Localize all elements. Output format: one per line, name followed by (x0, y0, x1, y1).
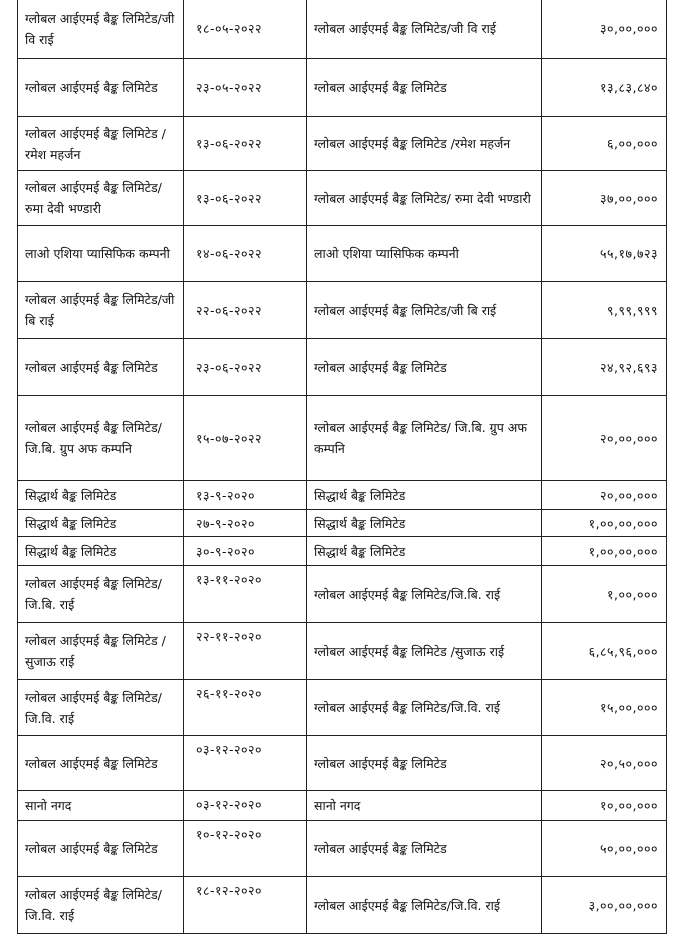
account-name-cell: ग्लोबल आईएमई बैङ्क लिमिटेड/जि.बि. राई (307, 566, 542, 623)
date-cell: ३०-९-२०२० (184, 537, 307, 566)
amount-cell: ५०,००,००० (542, 821, 667, 877)
amount-cell: १०,००,००० (542, 791, 667, 821)
party-name-cell: ग्लोबल आईएमई बैङ्क लिमिटेड/जि.बि. राई (18, 566, 184, 623)
table-row (18, 59, 667, 117)
date-cell: १८-०५-२०२२ (184, 0, 307, 59)
amount-cell: १,००,००,००० (542, 537, 667, 566)
account-name-cell: सिद्धार्थ बैङ्क लिमिटेड (307, 510, 542, 537)
party-name-cell: ग्लोबल आईएमई बैङ्क लिमिटेड (18, 59, 184, 117)
account-name-cell: ग्लोबल आईएमई बैङ्क लिमिटेड (307, 821, 542, 877)
amount-cell: ५५,१७,७२३ (542, 226, 667, 282)
amount-cell: ३०,००,००० (542, 0, 667, 59)
date-cell: १३-११-२०२० (184, 566, 307, 623)
account-name-cell: ग्लोबल आईएमई बैङ्क लिमिटेड /सुजाऊ राई (307, 623, 542, 680)
table-row (18, 736, 667, 791)
account-name-cell: ग्लोबल आईएमई बैङ्क लिमिटेड/जी वि राई (307, 0, 542, 59)
table-row (18, 396, 667, 481)
amount-cell: १,००,००,००० (542, 510, 667, 537)
table-row (18, 339, 667, 396)
party-name-cell: लाओ एशिया प्यासिफिक कम्पनी (18, 226, 184, 282)
amount-cell: १,००,००० (542, 566, 667, 623)
party-name-cell: ग्लोबल आईएमई बैङ्क लिमिटेड /रमेश महर्जन (18, 117, 184, 171)
amount-cell: २४,९२,६९३ (542, 339, 667, 396)
table-body (18, 0, 667, 934)
date-cell: १४-०६-२०२२ (184, 226, 307, 282)
party-name-cell: ग्लोबल आईएमई बैङ्क लिमिटेड (18, 736, 184, 791)
table-row (18, 171, 667, 226)
party-name-cell: ग्लोबल आईएमई बैङ्क लिमिटेड/ रुमा देवी भण्डारी (18, 171, 184, 226)
party-name-cell: सिद्धार्थ बैङ्क लिमिटेड (18, 481, 184, 510)
table-row (18, 226, 667, 282)
account-name-cell: ग्लोबल आईएमई बैङ्क लिमिटेड/जि.वि. राई (307, 680, 542, 736)
party-name-cell: सानो नगद (18, 791, 184, 821)
amount-cell: ६,८५,९६,००० (542, 623, 667, 680)
date-cell: २७-९-२०२० (184, 510, 307, 537)
date-cell: २६-११-२०२० (184, 680, 307, 736)
table-row (18, 680, 667, 736)
party-name-cell: सिद्धार्थ बैङ्क लिमिटेड (18, 537, 184, 566)
table-row (18, 0, 667, 59)
party-name-cell: ग्लोबल आईएमई बैङ्क लिमिटेड/जि.वि. राई (18, 877, 184, 934)
party-name-cell: ग्लोबल आईएमई बैङ्क लिमिटेड (18, 339, 184, 396)
party-name-cell: ग्लोबल आईएमई बैङ्क लिमिटेड/जि.वि. राई (18, 680, 184, 736)
account-name-cell: ग्लोबल आईएमई बैङ्क लिमिटेड/जी बि राई (307, 282, 542, 339)
party-name-cell: ग्लोबल आईएमई बैङ्क लिमिटेड/ जि.बि. ग्रुप अफ कम्पनि (18, 396, 184, 481)
date-cell: २३-०६-२०२२ (184, 339, 307, 396)
account-name-cell: ग्लोबल आईएमई बैङ्क लिमिटेड (307, 736, 542, 791)
party-name-cell: ग्लोबल आईएमई बैङ्क लिमिटेड (18, 821, 184, 877)
amount-cell: २०,००,००० (542, 396, 667, 481)
date-cell: ०३-१२-२०२० (184, 791, 307, 821)
date-cell: १३-०६-२०२२ (184, 117, 307, 171)
account-name-cell: ग्लोबल आईएमई बैङ्क लिमिटेड (307, 339, 542, 396)
account-name-cell: ग्लोबल आईएमई बैङ्क लिमिटेड (307, 59, 542, 117)
table-row (18, 791, 667, 821)
date-cell: २२-०६-२०२२ (184, 282, 307, 339)
transactions-table (17, 0, 667, 934)
account-name-cell: सिद्धार्थ बैङ्क लिमिटेड (307, 537, 542, 566)
account-name-cell: ग्लोबल आईएमई बैङ्क लिमिटेड /रमेश महर्जन (307, 117, 542, 171)
amount-cell: १५,००,००० (542, 680, 667, 736)
date-cell: १५-०७-२०२२ (184, 396, 307, 481)
amount-cell: २०,५०,००० (542, 736, 667, 791)
amount-cell: १३,८३,८४० (542, 59, 667, 117)
account-name-cell: ग्लोबल आईएमई बैङ्क लिमिटेड/ रुमा देवी भण्डारी (307, 171, 542, 226)
table-row (18, 481, 667, 510)
table-row (18, 117, 667, 171)
party-name-cell: ग्लोबल आईएमई बैङ्क लिमिटेड /सुजाऊ राई (18, 623, 184, 680)
date-cell: १८-१२-२०२० (184, 877, 307, 934)
table-row (18, 623, 667, 680)
account-name-cell: लाओ एशिया प्यासिफिक कम्पनी (307, 226, 542, 282)
date-cell: १०-१२-२०२० (184, 821, 307, 877)
party-name-cell: ग्लोबल आईएमई बैङ्क लिमिटेड/जी बि राई (18, 282, 184, 339)
amount-cell: ३७,००,००० (542, 171, 667, 226)
party-name-cell: ग्लोबल आईएमई बैङ्क लिमिटेड/जी वि राई (18, 0, 184, 59)
party-name-cell: सिद्धार्थ बैङ्क लिमिटेड (18, 510, 184, 537)
date-cell: १३-९-२०२० (184, 481, 307, 510)
date-cell: ०३-१२-२०२० (184, 736, 307, 791)
date-cell: १३-०६-२०२२ (184, 171, 307, 226)
date-cell: २३-०५-२०२२ (184, 59, 307, 117)
table-row (18, 821, 667, 877)
amount-cell: २०,००,००० (542, 481, 667, 510)
date-cell: २२-११-२०२० (184, 623, 307, 680)
amount-cell: ३,००,००,००० (542, 877, 667, 934)
account-name-cell: सानो नगद (307, 791, 542, 821)
table-row (18, 877, 667, 934)
amount-cell: ६,००,००० (542, 117, 667, 171)
account-name-cell: ग्लोबल आईएमई बैङ्क लिमिटेड/ जि.बि. ग्रुप अफ कम्पनि (307, 396, 542, 481)
amount-cell: ९,९९,९९९ (542, 282, 667, 339)
table-row (18, 537, 667, 566)
table-row (18, 282, 667, 339)
account-name-cell: सिद्धार्थ बैङ्क लिमिटेड (307, 481, 542, 510)
account-name-cell: ग्लोबल आईएमई बैङ्क लिमिटेड/जि.वि. राई (307, 877, 542, 934)
table-row (18, 566, 667, 623)
table-row (18, 510, 667, 537)
